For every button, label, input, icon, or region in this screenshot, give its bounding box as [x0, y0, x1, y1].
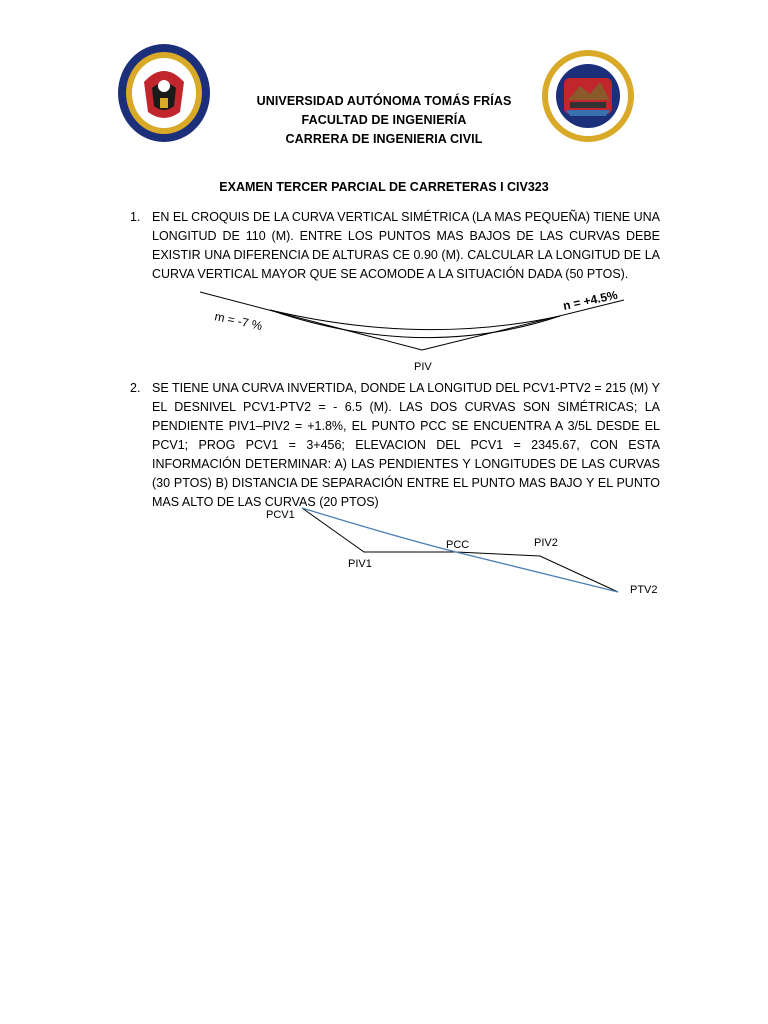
fig1-label-m: m = -7 % [213, 309, 264, 333]
fig2-label-ptv2: PTV2 [630, 584, 658, 596]
question-1-number: 1. [130, 210, 141, 224]
fig2-label-piv1: PIV1 [348, 558, 372, 570]
question-2-number: 2. [130, 381, 141, 395]
faculty-name: FACULTAD DE INGENIERÍA [301, 113, 467, 127]
exam-title: EXAMEN TERCER PARCIAL DE CARRETERAS I CIV323 [219, 180, 549, 194]
question-2-text: SE TIENE UNA CURVA INVERTIDA, DONDE LA LONGITUD DEL PCV1-PTV2 = 215 (M) Y EL DESNIVEL PCV1-PTV2 = - 6.5 (M). LAS DOS CURVAS SON SIMÉTRICAS; LA PENDIENTE PIV1–PIV2 = +1.8%, EL PUNTO PCC SE ENCUENTRA A 3/5L DESDE EL PCV1; PROG PCV1 = 3+456; ELEVACION DEL PCV1 = 2345.67, CON ESTA INFORMACIÓN DETERMINAR: A) LAS PENDIENTES Y LONGITUDES DE LAS CURVAS (30 PTOS) B) DISTANCIA DE SEPARACIÓN ENTRE EL PUNTO MAS BAJO Y EL PUNTO MAS ALTO DE LAS CURVAS (20 PTOS) [152, 381, 660, 509]
question-1-text: EN EL CROQUIS DE LA CURVA VERTICAL SIMÉTRICA (LA MAS PEQUEÑA) TIENE UNA LONGITUD DE 110 (M). ENTRE LOS PUNTOS MAS BAJOS DE LAS CURVAS DEBE EXISTIR UNA DIFERENCIA DE ALTURAS CE 0.90 (M). CALCULAR LA LONGITUD DE LA CURVA VERTICAL MAYOR QUE SE ACOMODE A LA SITUACIÓN DADA (50 PTOS). [152, 210, 661, 281]
university-seal-left [116, 42, 212, 144]
figure-2-reverse-curve [260, 500, 670, 604]
fig1-label-n: n = +4.5% [561, 287, 619, 313]
university-name: UNIVERSIDAD AUTÓNOMA TOMÁS FRÍAS [256, 94, 512, 108]
fig2-label-pcc: PCC [446, 539, 470, 551]
fig2-label-pcv1: PCV1 [266, 509, 295, 521]
career-name: CARRERA DE INGENIERIA CIVIL [285, 132, 483, 146]
figure-1-vertical-curves [190, 284, 640, 376]
fig1-label-piv: PIV [414, 361, 432, 373]
fig2-label-piv2: PIV2 [534, 537, 558, 549]
